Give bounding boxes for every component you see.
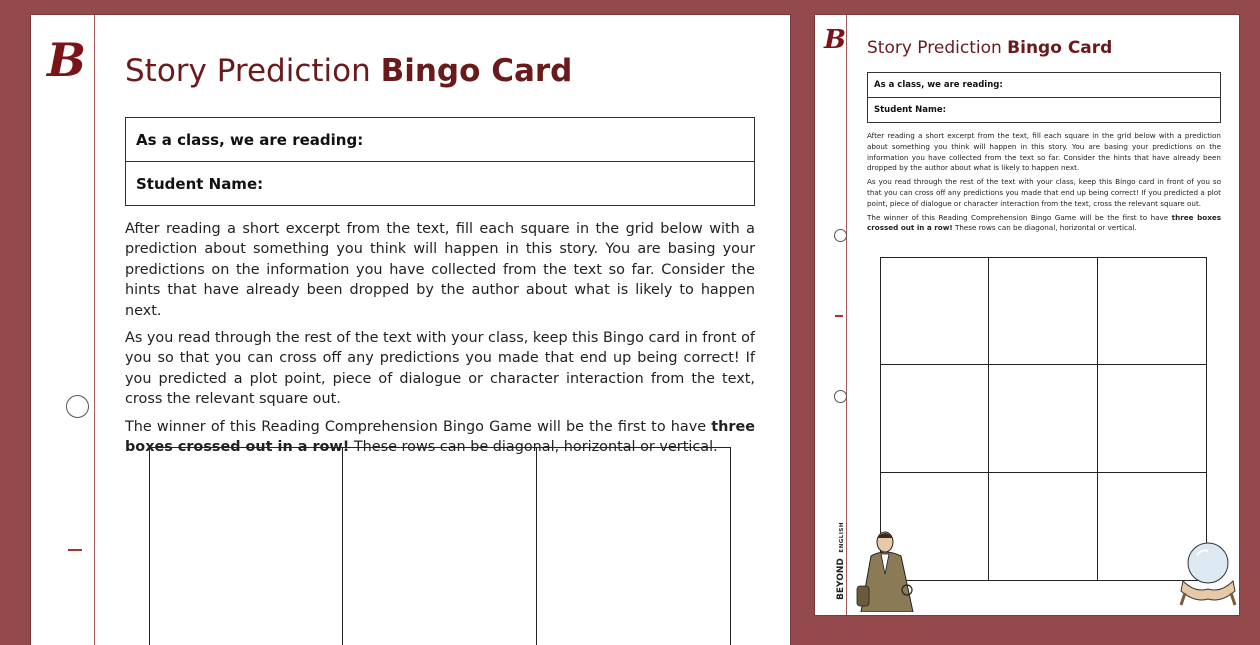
instruction-paragraph: After reading a short excerpt from the text, fill each square in the grid below with a prediction about something you think will happen in this story. You are basing your predictions on the information you have collected from the text so far. Consider the hints that have already been dropped by the author about what is likely to happen next. — [867, 131, 1221, 173]
fold-mark — [68, 549, 82, 551]
info-box — [125, 117, 755, 206]
detective-illustration-icon — [851, 530, 923, 612]
instruction-paragraph: As you read through the rest of the text with your class, keep this Bingo card in front of you so that you can cross off any predictions you made that end up being correct! If you predicted a plot point, piece of dialogue or character interaction from the text, cross the relevant square out. — [125, 330, 755, 408]
bingo-cell[interactable] — [343, 448, 536, 645]
bingo-cell[interactable] — [150, 448, 343, 645]
punch-hole — [66, 395, 89, 418]
page-title: Story Prediction Bingo Card — [867, 38, 1113, 58]
instructions-text — [125, 219, 755, 457]
bingo-grid — [149, 447, 731, 645]
instruction-paragraph: The winner of this Reading Comprehension Bingo Game will be the first to have three boxes crossed out in a row! These rows can be diagonal, horizontal or vertical. — [867, 212, 1221, 233]
bingo-cell[interactable] — [537, 448, 730, 645]
bingo-cell[interactable] — [1098, 258, 1206, 365]
brand-label: BEYOND ENGLISH — [836, 522, 846, 600]
worksheet-page-large — [31, 15, 790, 645]
bingo-cell[interactable] — [881, 258, 989, 365]
bingo-cell[interactable] — [1098, 365, 1206, 472]
instruction-paragraph: After reading a short excerpt from the text, fill each square in the grid below with a prediction about something you think will happen in this story. You are basing your predictions on the information you have collected from the text so far. Consider the hints that have already been dropped by the author about what is likely to happen next. — [125, 221, 755, 319]
info-box — [867, 72, 1221, 123]
margin-line — [94, 15, 95, 645]
punch-hole — [834, 229, 847, 242]
bingo-cell[interactable] — [989, 258, 1097, 365]
instructions-text — [867, 131, 1221, 234]
class-reading-field[interactable]: As a class, we are reading: — [868, 73, 1220, 98]
fold-mark — [835, 315, 843, 317]
bingo-cell[interactable] — [881, 365, 989, 472]
worksheet-page-small — [815, 15, 1239, 615]
crystal-ball-icon — [1177, 537, 1239, 607]
bingo-cell[interactable] — [989, 473, 1097, 580]
beyond-logo-icon: B — [47, 33, 86, 87]
punch-hole — [834, 390, 847, 403]
student-name-field[interactable]: Student Name: — [874, 105, 947, 115]
instruction-paragraph: As you read through the rest of the text with your class, keep this Bingo card in front of you so that you can cross off any predictions you made that end up being correct! If you predicted a plot point, piece of dialogue or character interaction from the text, cross the relevant square out. — [867, 177, 1221, 208]
page-title: Story Prediction Bingo Card — [125, 53, 573, 89]
student-name-field[interactable]: Student Name: — [136, 174, 264, 193]
class-reading-field[interactable]: As a class, we are reading: — [126, 118, 754, 162]
bingo-grid — [880, 257, 1207, 581]
instruction-paragraph: The winner of this Reading Comprehension Bingo Game will be the first to have three boxes crossed out in a row! These rows can be diagonal, horizontal or vertical. — [125, 418, 755, 456]
bingo-cell[interactable] — [989, 365, 1097, 472]
beyond-logo-icon: B — [824, 25, 846, 55]
